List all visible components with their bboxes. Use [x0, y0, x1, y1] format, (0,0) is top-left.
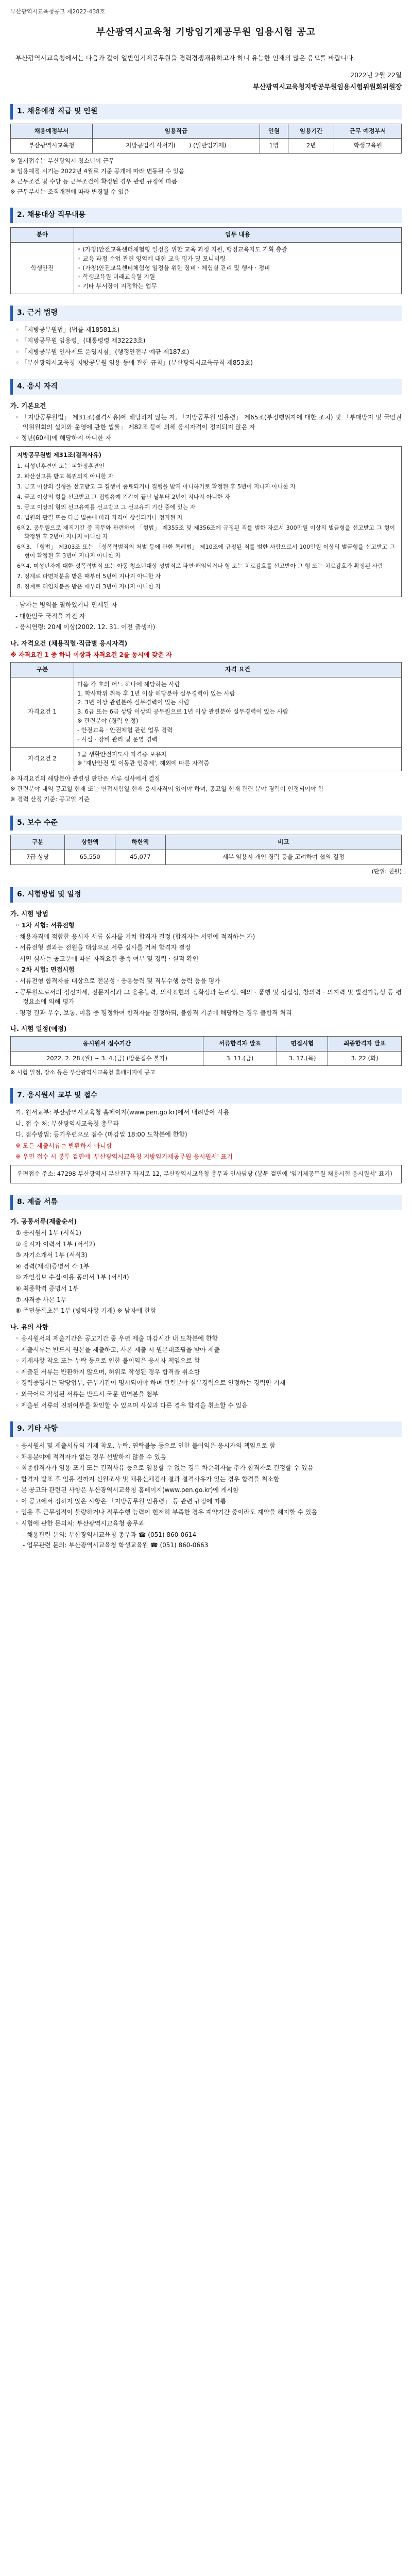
signer: 부산광역시교육청지방공무원임용시험위원회위원장	[253, 83, 402, 91]
duty-item: ◦ 기타 부서장이 지정하는 업무	[77, 282, 157, 290]
schedule-table	[10, 1036, 402, 1066]
duty-item: ◦ (가칭)안전교육센터체험형 일정을 위한 장비 · 체험실 관리 및 행사 · 정비	[77, 264, 270, 272]
stage-item: - 공무원으로서의 정신자세, 전문지식과 그 응용능력, 의사표현의 정확성과 논리성, 예의 · 품행 및 성실성, 창의력 · 의지력 및 발전가능성 등 평정요소에 의해 평가	[15, 988, 402, 1006]
application-item: 나. 접 수 처: 부산광역시교육청 총무과	[15, 1120, 119, 1127]
requirement-item: - 대한민국 국적을 가진 자	[15, 612, 85, 620]
table-header: 자격 요건	[74, 663, 402, 677]
stage-item: - 서류전형 결과는 전원을 대상으로 서류 심사를 거쳐 합격자 결정	[15, 944, 191, 952]
table-cell: 3. 22.(화)	[328, 1051, 402, 1066]
law-item: ◦ 「부산광역시교육청 지방공무원 임용 등에 관한 규칙」(부산광역시교육규칙 제853호)	[15, 359, 253, 367]
stage-title: ◦ 2차 시험: 면접시험	[15, 966, 75, 974]
address-box: 우편접수 주소: 47298 부산광역시 부산진구 화지로 12, 부산광역시교육청 총무과 인사담당 (봉투 겉면에 '임기제공무원 채용시험 응시원서' 표기)	[10, 1165, 402, 1183]
document-item: ⑧ 주민등록초본 1부 (병역사항 기재) ※ 남자에 한함	[15, 1307, 157, 1315]
table-cell: 2022. 2. 28.(월) ~ 3. 4.(금) (방문접수 불가)	[11, 1051, 203, 1066]
note: ※ 경력 산정 기준: 공고일 기준	[10, 795, 90, 803]
section-1-title: 1. 채용예정 직급 및 인원	[10, 104, 402, 120]
table-header: 근무 예정부서	[334, 124, 402, 139]
schedule-note: ※ 시험 일정, 장소 등은 부산광역시교육청 홈페이지에 공고	[10, 1069, 156, 1076]
misc-item: ◦ 시험에 관한 문의처: 부산광역시교육청 총무과	[15, 1520, 145, 1528]
box-item: 6의3. 「형법」 제303조 또는 「성폭력범죄의 처벌 등에 관한 특례법」 제10조에 규정된 죄를 범한 사람으로서 100만원 이상의 벌금형을 선고받고 그 형이 확정된 후 3년이 지나지 아니한 자	[17, 544, 395, 560]
table-row	[11, 747, 402, 771]
requirement-item: ◦ 「지방공무원법」 제31조(결격사유)에 해당하지 않는 자, 「지방공무원 임용령」 제65조(부정행위자에 대한 조치) 및 「부패방지 및 국민권익위원회의 설치와 운영에 관한 법률」 제82조 등에 의해 응시자격이 정지되지 않은 자	[15, 414, 402, 431]
req-cell	[74, 747, 402, 771]
table-cell: 3. 11.(금)	[203, 1051, 277, 1066]
box-item: 6. 법원의 판결 또는 다른 법률에 따라 자격이 상실되거나 정지된 자	[17, 514, 183, 521]
disqualification-box	[10, 446, 402, 597]
table-header: 인원	[260, 124, 288, 139]
note: ※ 근무부서는 조직개편에 따라 변경될 수 있음	[10, 188, 130, 195]
subsection-title: 가. 공통서류(제출순서)	[10, 1217, 77, 1225]
caution-item: ◦ 외국어로 작성된 서류는 반드시 국문 번역본을 첨부	[15, 1391, 159, 1398]
table-header: 분야	[11, 228, 74, 243]
req-item: 2. 3년 이상 관련분야 실무경력이 있는 사람	[77, 699, 190, 706]
application-note: ※ 우편 접수 시 봉투 겉면에 '부산광역시교육청 지방임기제공무원 응시원서' 표기	[15, 1153, 233, 1161]
law-item: ◦ 「지방공무원법」(법률 제18581호)	[15, 326, 120, 333]
stage-item: - 채용자격에 적합한 응시자 서류 심사를 거쳐 합격자 결정 (합격자는 서면에 적격하는 자)	[15, 933, 255, 940]
caution-item: ◦ 제출서류는 반드시 원본을 제출하고, 사본 제출 시 원본대조필을 받아 제출	[15, 1346, 220, 1353]
caution-item: ◦ 경력증명서는 담당업무, 근무기간이 명시되어야 하며 관련분야 실무경력으로 인정하는 경력만 기재	[15, 1379, 286, 1387]
box-item: 6의2. 공무원으로 재직기간 중 직무와 관련하여 「형법」 제355조 및 제356조에 규정된 죄를 범한 자로서 300만원 이상의 벌금형을 선고받고 그 형이 확정된 후 2년이 지나지 아니한 자	[17, 524, 395, 540]
box-item: 8. 징계로 해임처분을 받은 때부터 3년이 지나지 아니한 자	[17, 583, 161, 590]
misc-item: ◦ 임용 후 근무성적이 불량하거나 직무수행 능력이 현저히 부족한 경우 계약기간 중이라도 계약을 해지할 수 있음	[15, 1509, 317, 1516]
req-label: 자격요건 1	[11, 677, 74, 747]
duties-table	[10, 227, 402, 294]
qualification-notes	[10, 774, 402, 804]
requirement-item: - 응시연령: 20세 이상(2002. 12. 31. 이전 출생자)	[15, 623, 156, 631]
intro-text: 부산광역시교육청에서는 다음과 같이 일반임기제공무원을 경력경쟁채용하고자 하니 유능한 인재의 많은 응모를 바랍니다.	[15, 54, 355, 62]
note: ※ 자격요건의 해당분야 관련성 판단은 서류 심사에서 결정	[10, 775, 160, 783]
table-cell: 지방공업직 사서기( ) (일반임기제)	[92, 139, 260, 154]
subsection-title: 나. 자격요건 (채용직렬·직급별 응시자격)	[10, 639, 128, 648]
table-header: 최종합격자 발표	[328, 1036, 402, 1051]
box-item: 4. 금고 이상의 형을 선고받고 그 집행유예 기간이 끝난 날부터 2년이 지나지 아니한 자	[17, 493, 230, 500]
table-cell: 1명	[260, 139, 288, 154]
document-item: ④ 경력(재직)증명서 각 1부	[15, 1262, 90, 1270]
stage-item: - 서면 심사는 공고문에 따른 자격요건 충족 여부 및 경력 · 실적 확인	[15, 955, 199, 962]
table-cell: 7급 상당	[11, 850, 65, 865]
misc-item: ◦ 본 공고와 관련된 사항은 부산광역시교육청 홈페이지(www.pen.go.kr)에 게시함	[15, 1486, 239, 1494]
box-title: 지방공무원법 제31조(결격사유)	[17, 451, 101, 459]
document-item: ① 응시원서 1부 (서식1)	[15, 1229, 81, 1236]
box-item: 7. 징계로 파면처분을 받은 때부터 5년이 지나지 아니한 자	[17, 573, 161, 580]
document-item: ③ 자기소개서 1부 (서식3)	[15, 1251, 88, 1259]
caution-item: ◦ 제출된 서류는 반환하지 않으며, 허위로 작성된 경우 합격을 취소함	[15, 1368, 200, 1376]
note: ※ 관련분야 내역 공고일 현재 또는 면접시험일 현재 응시자격이 있어야 하며, 공고일 현재 관련 분야 경력이 인정되어야 함	[10, 785, 324, 792]
duty-item: ◦ 학생교육원 미래교육원 지원	[77, 273, 156, 281]
table-cell: 부산광역시교육청	[11, 139, 93, 154]
qualification-note: ※ 자격요건 1 중 하나 이상과 자격요건 2를 동시에 갖춘 자	[10, 651, 172, 659]
section-4-title: 4. 응시 자격	[10, 379, 402, 395]
table-cell: 학생교육원	[334, 139, 402, 154]
section-3-title: 3. 근거 법령	[10, 306, 402, 321]
table-header: 구분	[11, 835, 65, 850]
req-item: ※ '재난안전 및 이동관 인증제', 해외에 따른 자격증	[77, 759, 210, 767]
page-title: 부산광역시교육청 기방임기제공무원 임용시험 공고	[96, 27, 316, 38]
note: ※ 근무조건 및 수당 등 근무조건이 확정된 경우 관련 규정에 따름	[10, 177, 177, 185]
box-item: 1. 피성년후견인 또는 피한정후견인	[17, 462, 105, 469]
subsection-title: 나. 시험 일정(예정)	[10, 1025, 67, 1033]
section-7-title: 7. 응시원서 교부 및 접수	[10, 1088, 402, 1104]
misc-item: ◦ 최종합격자가 임용 포기 또는 결격사유 등으로 임용할 수 없는 경우 차순위자를 추가 합격자로 결정할 수 있음	[15, 1464, 314, 1472]
stage-title: ◦ 1차 시험: 서류전형	[15, 922, 75, 929]
table-row	[11, 242, 402, 294]
salary-unit: (단위: 천원)	[371, 868, 402, 875]
misc-item: ◦ 채용분야에 적격자가 없는 경우 선발하지 않을 수 있음	[15, 1453, 166, 1461]
announce-date: 2022년 2월 22일	[350, 71, 402, 79]
table-header: 면접시험	[277, 1036, 328, 1051]
subsection-title: 가. 시험 방법	[10, 909, 48, 918]
box-item: 6의4. 미성년자에 대한 성폭력범죄 또는 아동·청소년대상 성범죄로 파면·해임되거나 형 또는 치료감호를 선고받아 그 형 또는 치료감호가 확정된 사람	[17, 563, 383, 570]
positions-table	[10, 124, 402, 154]
table-header: 하한액	[115, 835, 165, 850]
note: ※ 임용예정 시기는 2022년 4월로 기준 공개에 따라 변동될 수 있음	[10, 167, 185, 175]
box-item: 5. 금고 이상의 형의 선고유예를 선고받고 그 선고유예 기간 중에 있는 자	[17, 503, 196, 511]
table-row	[11, 139, 402, 154]
req-item: - 안전교육 · 안전체험 관련 업무 경력	[77, 726, 173, 734]
stage-item: - 평정 결과 우수, 보통, 미흡 중 평정하여 합격자를 결정하되, 불합격 기준에 해당하는 경우 불합격 처리	[15, 1009, 292, 1016]
duty-item: ◦ (가칭)안전교육센터체험형 일정을 위한 교육 과정 지원, 행정교육지도 기획 총괄	[77, 245, 287, 253]
application-note: ※ 모든 제출서류는 반환하지 아니함	[15, 1142, 112, 1149]
table-header: 상한액	[65, 835, 115, 850]
table-row	[11, 850, 402, 865]
section-2-title: 2. 채용대상 직무내용	[10, 208, 402, 223]
req-item: 다음 각 호의 어느 하나에 해당하는 사람	[77, 680, 180, 688]
table-header: 서류합격자 발표	[203, 1036, 277, 1051]
table-header: 임용직급	[92, 124, 260, 139]
box-item: 3. 금고 이상의 실형을 선고받고 그 집행이 종료되거나 집행을 받지 아니하기로 확정된 후 5년이 지나지 아니한 자	[17, 483, 296, 490]
misc-item: ◦ 이 공고에서 정하지 않은 사항은 「지방공무원 임용령」 등 관련 규정에 따름	[15, 1497, 227, 1505]
application-item: 가. 원서교부: 부산광역시교육청 홈페이지(www.pen.go.kr)에서 내려받아 사용	[15, 1109, 230, 1116]
table-cell: 3. 17.(목)	[277, 1051, 328, 1066]
table-row	[11, 1051, 402, 1066]
document-item: ⑤ 개인정보 수집·이용 동의서 1부 (서식4)	[15, 1274, 129, 1281]
table-header: 업무 내용	[74, 228, 402, 243]
document-item: ② 응시자 이력서 1부 (서식2)	[15, 1240, 95, 1248]
requirement-item: ◦ 정년(60세)에 해당하지 아니한 자	[15, 434, 112, 442]
table-cell: 2년	[288, 139, 334, 154]
table-header: 채용예정부서	[11, 124, 93, 139]
duties-cell	[74, 242, 402, 294]
misc-item: ◦ 합격자 발표 후 임용 전까지 신원조사 및 채용신체검사 결과 결격사유가 있는 경우 합격을 취소함	[15, 1475, 280, 1483]
req-item: 3. 6급 또는 6급 상당 이상의 공무원으로 1년 이상 관련분야 실무경력이 있는 사람	[77, 708, 289, 716]
section-5-title: 5. 보수 수준	[10, 816, 402, 831]
misc-item: ◦ 응시원서 및 제출서류의 기재 착오, 누락, 연락불능 등으로 인한 불이익은 응시자의 책임으로 함	[15, 1442, 276, 1449]
contact-line: - 업무관련 문의: 부산광역시교육청 학생교육원 ☎ (051) 860-0663	[23, 1541, 209, 1549]
stage-item: - 서류전형 합격자를 대상으로 전문성 · 응용능력 및 직무수행 능력 등을 평가	[15, 977, 220, 985]
table-header: 구분	[11, 663, 74, 677]
law-item: ◦ 「지방공무원 임용령」(대통령령 제32223호)	[15, 337, 146, 345]
salary-table	[10, 835, 402, 865]
field-cell: 학생안전	[11, 242, 74, 294]
req-item: - 시설 · 장비 관리 및 운영 경력	[77, 735, 158, 743]
subsection-title: 가. 기본요건	[10, 401, 46, 410]
caution-item: ◦ 제출된 서류의 진위여부를 확인할 수 있으며 사실과 다른 경우 합격을 취소할 수 있음	[15, 1401, 248, 1409]
table-cell: 세부 임용시 개인 경력 등을 고려하여 협의 결정	[165, 850, 401, 865]
section-9-title: 9. 기타 사항	[10, 1421, 402, 1437]
subsection-title: 나. 유의 사항	[10, 1323, 48, 1331]
table-cell: 65,550	[65, 850, 115, 865]
qualification-table	[10, 662, 402, 771]
document-item: ⑦ 자격증 사본 1부	[15, 1296, 67, 1303]
caution-item: ◦ 응시원서의 제출기간은 공고기간 중 우편 제출 마감시간 내 도착분에 한함	[15, 1335, 218, 1343]
requirement-item: - 남자는 병역을 필하였거나 면제된 자	[15, 601, 117, 609]
caution-item: ◦ 기재사항 착오 또는 누락 등으로 인한 불이익은 응시자 책임으로 함	[15, 1357, 200, 1365]
table-row	[11, 677, 402, 747]
section-8-title: 8. 제출 서류	[10, 1195, 402, 1210]
req-label: 자격요건 2	[11, 747, 74, 771]
req-item: 1급 생활안전지도사 자격증 보유자	[77, 750, 167, 758]
duty-item: ◦ 교육 과정 수업 관련 영역에 대한 교육 평가 및 모니터링	[77, 255, 226, 262]
req-item: 1. 학사학위 취득 후 1년 이상 해당분야 실무경력이 있는 사람	[77, 689, 235, 697]
law-item: ◦ 「지방공무원 인사제도 운영지침」(행정안전부 예규 제187호)	[15, 348, 190, 355]
table-header: 응시원서 접수기간	[11, 1036, 203, 1051]
table-header: 임용기간	[288, 124, 334, 139]
req-cell	[74, 677, 402, 747]
req-item: ※ 관련분야 (경력 인정)	[77, 717, 139, 725]
table-cell: 45,077	[115, 850, 165, 865]
contact-line: - 채용관련 문의: 부산광역시교육청 총무과 ☎ (051) 860-0614	[23, 1531, 197, 1538]
table-header: 비고	[165, 835, 401, 850]
document-item: ⑥ 최종학력 증명서 1부	[15, 1284, 79, 1292]
announcement-page	[10, 0, 402, 1572]
section-6-title: 6. 시험방법 및 일정	[10, 887, 402, 903]
document-number: 부산광역시교육청공고 제2022-438호	[10, 8, 105, 15]
box-item: 2. 파산선고를 받고 복권되지 아니한 자	[17, 472, 114, 480]
application-item: 다. 접수방법: 등기우편으로 접수 (마감일 18:00 도착분에 한함)	[15, 1131, 187, 1139]
note: ※ 원서접수는 부산광역시 청소년이 근무	[10, 157, 114, 165]
section-1-notes	[10, 157, 402, 196]
